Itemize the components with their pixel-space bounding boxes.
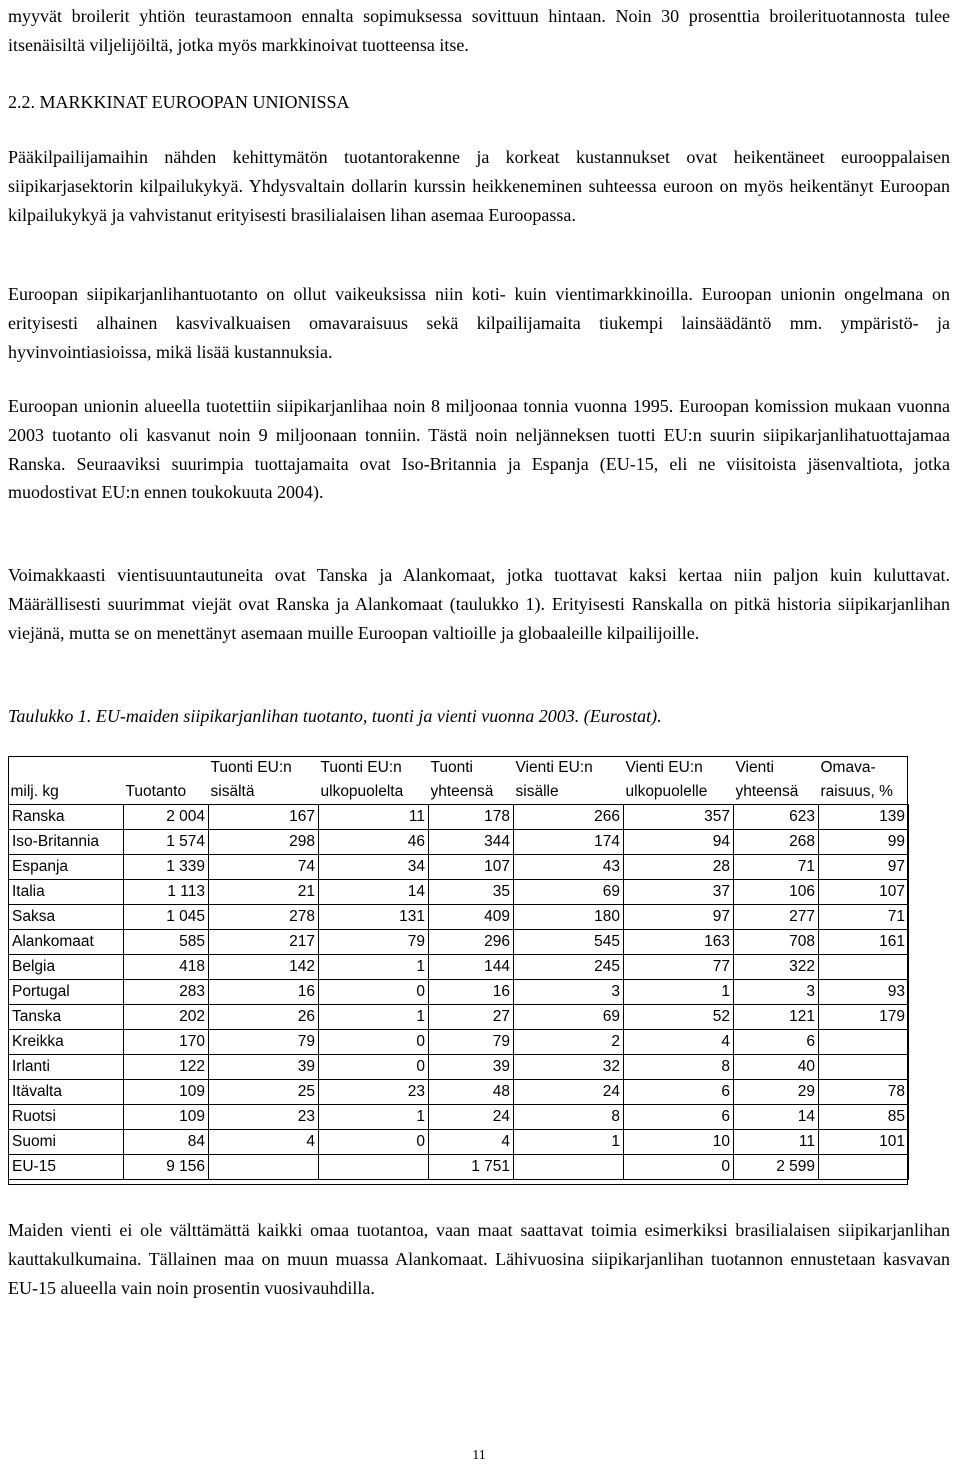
value-cell: 163 — [624, 930, 734, 955]
value-cell: 131 — [319, 905, 429, 930]
table-row — [9, 1105, 909, 1130]
value-cell: 179 — [819, 1005, 909, 1030]
value-cell: 39 — [209, 1055, 319, 1080]
value-cell — [819, 1155, 909, 1180]
value-cell: 357 — [624, 805, 734, 830]
value-cell: 278 — [209, 905, 319, 930]
country-cell: Iso-Britannia — [9, 830, 124, 855]
country-cell: Portugal — [9, 980, 124, 1005]
table-row — [9, 905, 909, 930]
table-row — [9, 1155, 909, 1180]
table-row — [9, 805, 909, 830]
value-cell: 296 — [429, 930, 514, 955]
country-cell: Espanja — [9, 855, 124, 880]
column-header: Omava- raisuus, % — [820, 759, 893, 800]
value-cell: 48 — [429, 1080, 514, 1105]
paragraph-transit: Maiden vienti ei ole välttämättä kaikki omaa tuotantoa, vaan maat saattavat toimia esimerkiksi brasilialaisen siipikarjanlihan kauttakulkumaina. Tällainen maa on muun muassa Alankomaat. Lähivuosina siipikarjanlihan tuotannon ennustetaan kasvavan EU-15 alueella vain noin prosentin vuosivauhdilla. — [8, 1220, 950, 1298]
value-cell: 99 — [819, 830, 909, 855]
value-cell: 2 004 — [124, 805, 209, 830]
value-cell: 1 — [624, 980, 734, 1005]
table-row — [9, 1030, 909, 1055]
value-cell: 14 — [319, 880, 429, 905]
value-cell: 109 — [124, 1105, 209, 1130]
value-cell: 139 — [819, 805, 909, 830]
value-cell: 0 — [319, 1030, 429, 1055]
paragraph-exports: Voimakkaasti vientisuuntautuneita ovat Tanska ja Alankomaat, jotka tuottavat kaksi kertaa niin paljon kuin kuluttavat. Määrällisesti suurimmat viejät ovat Ranska ja Alankomaat (taulukko 1). Erityisesti Ranskalla on pitkä historia siipikarjanlihan viejänä, mutta se on menettänyt asemaan muille Euroopan valtioille ja globaaleille kilpailijoille. — [8, 565, 950, 643]
table-row — [9, 930, 909, 955]
country-cell: Kreikka — [9, 1030, 124, 1055]
paragraph-competitiveness: Pääkilpailijamaihin nähden kehittymätön tuotantorakenne ja korkeat kustannukset ovat heikentäneet eurooppalaisen siipikarjasektorin kilpailukykyä. Yhdysvaltain dollarin kurssin heikkeneminen suhteessa euroon on myös heikentänyt Euroopan kilpailukykyä ja vahvistanut erityisesti brasilialaisen lihan asemaa Euroopassa. — [8, 147, 950, 225]
value-cell: 14 — [734, 1105, 819, 1130]
value-cell: 142 — [209, 955, 319, 980]
country-cell: Italia — [9, 880, 124, 905]
paragraph-difficulties: Euroopan siipikarjanlihantuotanto on ollut vaikeuksissa niin koti- kuin vientimarkkinoilla. Euroopan unionin ongelmana on erityisesti alhainen kasvivalkuaisen omavaraisuus sekä kilpailijamaita tiukempi lainsäädäntö mm. ympäristö- ja hyvinvointiasioissa, mikä lisää kustannuksia. — [8, 284, 950, 362]
value-cell: 1 — [319, 955, 429, 980]
value-cell: 0 — [319, 1130, 429, 1155]
value-cell: 69 — [514, 1005, 624, 1030]
table-row — [9, 830, 909, 855]
value-cell: 109 — [124, 1080, 209, 1105]
value-cell: 1 339 — [124, 855, 209, 880]
value-cell — [819, 1030, 909, 1055]
page-number: 11 — [472, 1448, 486, 1463]
unit-header: milj. kg — [10, 783, 59, 800]
paragraph-production: Euroopan unionin alueella tuotettiin siipikarjanlihaa noin 8 miljoonaa tonnia vuonna 1995. Euroopan komission mukaan vuonna 2003 tuotanto oli kasvanut noin 9 miljoonaan tonniin. Tästä noin neljänneksen tuotti EU:n suurin siipikarjanlihatuottajamaa Ranska. Seuraaviksi suurimpia tuottajamaita ovat Iso-Britannia ja Espanja (EU-15, eli ne viisitoista jäsenvaltiota, jotka muodostivat EU:n ennen toukokuuta 2004). — [8, 396, 950, 503]
value-cell — [209, 1155, 319, 1180]
value-cell: 121 — [734, 1005, 819, 1030]
value-cell: 84 — [124, 1130, 209, 1155]
value-cell: 52 — [624, 1005, 734, 1030]
column-header: Vienti yhteensä — [735, 759, 799, 800]
value-cell: 93 — [819, 980, 909, 1005]
column-header: Vienti EU:n sisälle — [515, 759, 593, 800]
value-cell: 34 — [319, 855, 429, 880]
value-cell: 79 — [209, 1030, 319, 1055]
country-cell: Suomi — [9, 1130, 124, 1155]
country-cell: Alankomaat — [9, 930, 124, 955]
value-cell: 0 — [624, 1155, 734, 1180]
value-cell: 6 — [624, 1080, 734, 1105]
column-header: Tuonti yhteensä — [430, 759, 494, 800]
value-cell: 9 156 — [124, 1155, 209, 1180]
value-cell: 4 — [624, 1030, 734, 1055]
value-cell: 71 — [819, 905, 909, 930]
value-cell: 10 — [624, 1130, 734, 1155]
value-cell: 585 — [124, 930, 209, 955]
country-cell: Itävalta — [9, 1080, 124, 1105]
value-cell: 8 — [624, 1055, 734, 1080]
country-cell: Tanska — [9, 1005, 124, 1030]
value-cell: 4 — [429, 1130, 514, 1155]
value-cell: 74 — [209, 855, 319, 880]
value-cell: 85 — [819, 1105, 909, 1130]
value-cell: 35 — [429, 880, 514, 905]
table-row — [9, 1130, 909, 1155]
country-cell: EU-15 — [9, 1155, 124, 1180]
value-cell: 27 — [429, 1005, 514, 1030]
value-cell: 16 — [209, 980, 319, 1005]
country-cell: Saksa — [9, 905, 124, 930]
value-cell: 97 — [624, 905, 734, 930]
value-cell: 4 — [209, 1130, 319, 1155]
value-cell: 178 — [429, 805, 514, 830]
value-cell: 3 — [514, 980, 624, 1005]
column-header: Tuonti EU:n sisältä — [210, 759, 292, 800]
country-cell: Ruotsi — [9, 1105, 124, 1130]
value-cell — [819, 955, 909, 980]
value-cell: 545 — [514, 930, 624, 955]
value-cell: 16 — [429, 980, 514, 1005]
table-row — [9, 1005, 909, 1030]
value-cell: 101 — [819, 1130, 909, 1155]
value-cell: 40 — [734, 1055, 819, 1080]
value-cell: 6 — [624, 1105, 734, 1130]
value-cell: 0 — [319, 980, 429, 1005]
table-caption: Taulukko 1. EU-maiden siipikarjanlihan tuotanto, tuonti ja vienti vuonna 2003. (Eurostat). — [8, 706, 662, 726]
value-cell: 79 — [429, 1030, 514, 1055]
table-row — [9, 980, 909, 1005]
value-cell: 202 — [124, 1005, 209, 1030]
value-cell: 21 — [209, 880, 319, 905]
value-cell: 25 — [209, 1080, 319, 1105]
value-cell: 1 751 — [429, 1155, 514, 1180]
value-cell: 24 — [514, 1080, 624, 1105]
value-cell: 28 — [624, 855, 734, 880]
value-cell: 266 — [514, 805, 624, 830]
value-cell: 268 — [734, 830, 819, 855]
table-row — [9, 955, 909, 980]
value-cell: 409 — [429, 905, 514, 930]
value-cell: 1 — [319, 1005, 429, 1030]
value-cell: 170 — [124, 1030, 209, 1055]
value-cell: 23 — [319, 1080, 429, 1105]
value-cell: 298 — [209, 830, 319, 855]
value-cell: 1 — [514, 1130, 624, 1155]
value-cell: 161 — [819, 930, 909, 955]
value-cell: 69 — [514, 880, 624, 905]
value-cell: 97 — [819, 855, 909, 880]
value-cell: 122 — [124, 1055, 209, 1080]
value-cell: 106 — [734, 880, 819, 905]
table-row — [9, 855, 909, 880]
column-header: Tuonti EU:n ulkopuolelta — [320, 759, 404, 800]
value-cell: 3 — [734, 980, 819, 1005]
value-cell: 283 — [124, 980, 209, 1005]
value-cell: 1 113 — [124, 880, 209, 905]
value-cell: 79 — [319, 930, 429, 955]
value-cell: 174 — [514, 830, 624, 855]
value-cell: 39 — [429, 1055, 514, 1080]
value-cell: 11 — [734, 1130, 819, 1155]
value-cell: 29 — [734, 1080, 819, 1105]
value-cell: 2 — [514, 1030, 624, 1055]
table-header-row — [9, 756, 909, 805]
value-cell: 167 — [209, 805, 319, 830]
value-cell: 277 — [734, 905, 819, 930]
table-row — [9, 880, 909, 905]
value-cell: 8 — [514, 1105, 624, 1130]
value-cell: 37 — [624, 880, 734, 905]
column-header: Tuotanto — [125, 783, 187, 800]
value-cell: 180 — [514, 905, 624, 930]
value-cell: 1 045 — [124, 905, 209, 930]
value-cell: 0 — [319, 1055, 429, 1080]
table-row — [9, 1080, 909, 1105]
value-cell: 32 — [514, 1055, 624, 1080]
value-cell: 344 — [429, 830, 514, 855]
value-cell: 71 — [734, 855, 819, 880]
table-row — [9, 1055, 909, 1080]
value-cell: 217 — [209, 930, 319, 955]
section-heading: 2.2. MARKKINAT EUROOPAN UNIONISSA — [8, 92, 350, 112]
value-cell: 1 574 — [124, 830, 209, 855]
value-cell: 623 — [734, 805, 819, 830]
value-cell: 46 — [319, 830, 429, 855]
value-cell — [319, 1155, 429, 1180]
value-cell: 144 — [429, 955, 514, 980]
value-cell: 77 — [624, 955, 734, 980]
value-cell: 78 — [819, 1080, 909, 1105]
value-cell: 6 — [734, 1030, 819, 1055]
value-cell: 11 — [319, 805, 429, 830]
value-cell: 43 — [514, 855, 624, 880]
value-cell — [514, 1155, 624, 1180]
country-cell: Irlanti — [9, 1055, 124, 1080]
country-cell: Belgia — [9, 955, 124, 980]
intro-paragraph: myyvät broilerit yhtiön teurastamoon ennalta sopimuksessa sovittuun hintaan. Noin 30 prosenttia broilerituotannosta tulee itsenäisiltä viljelijöiltä, jotka myös markkinoivat tuotteensa itse. — [8, 6, 950, 55]
value-cell: 24 — [429, 1105, 514, 1130]
column-header: Vienti EU:n ulkopuolelle — [625, 759, 708, 800]
value-cell: 418 — [124, 955, 209, 980]
value-cell: 26 — [209, 1005, 319, 1030]
value-cell: 322 — [734, 955, 819, 980]
value-cell — [819, 1055, 909, 1080]
value-cell: 23 — [209, 1105, 319, 1130]
value-cell: 1 — [319, 1105, 429, 1130]
value-cell: 2 599 — [734, 1155, 819, 1180]
value-cell: 107 — [429, 855, 514, 880]
production-trade-table — [8, 756, 909, 1180]
country-cell: Ranska — [9, 805, 124, 830]
value-cell: 107 — [819, 880, 909, 905]
value-cell: 245 — [514, 955, 624, 980]
value-cell: 94 — [624, 830, 734, 855]
value-cell: 708 — [734, 930, 819, 955]
